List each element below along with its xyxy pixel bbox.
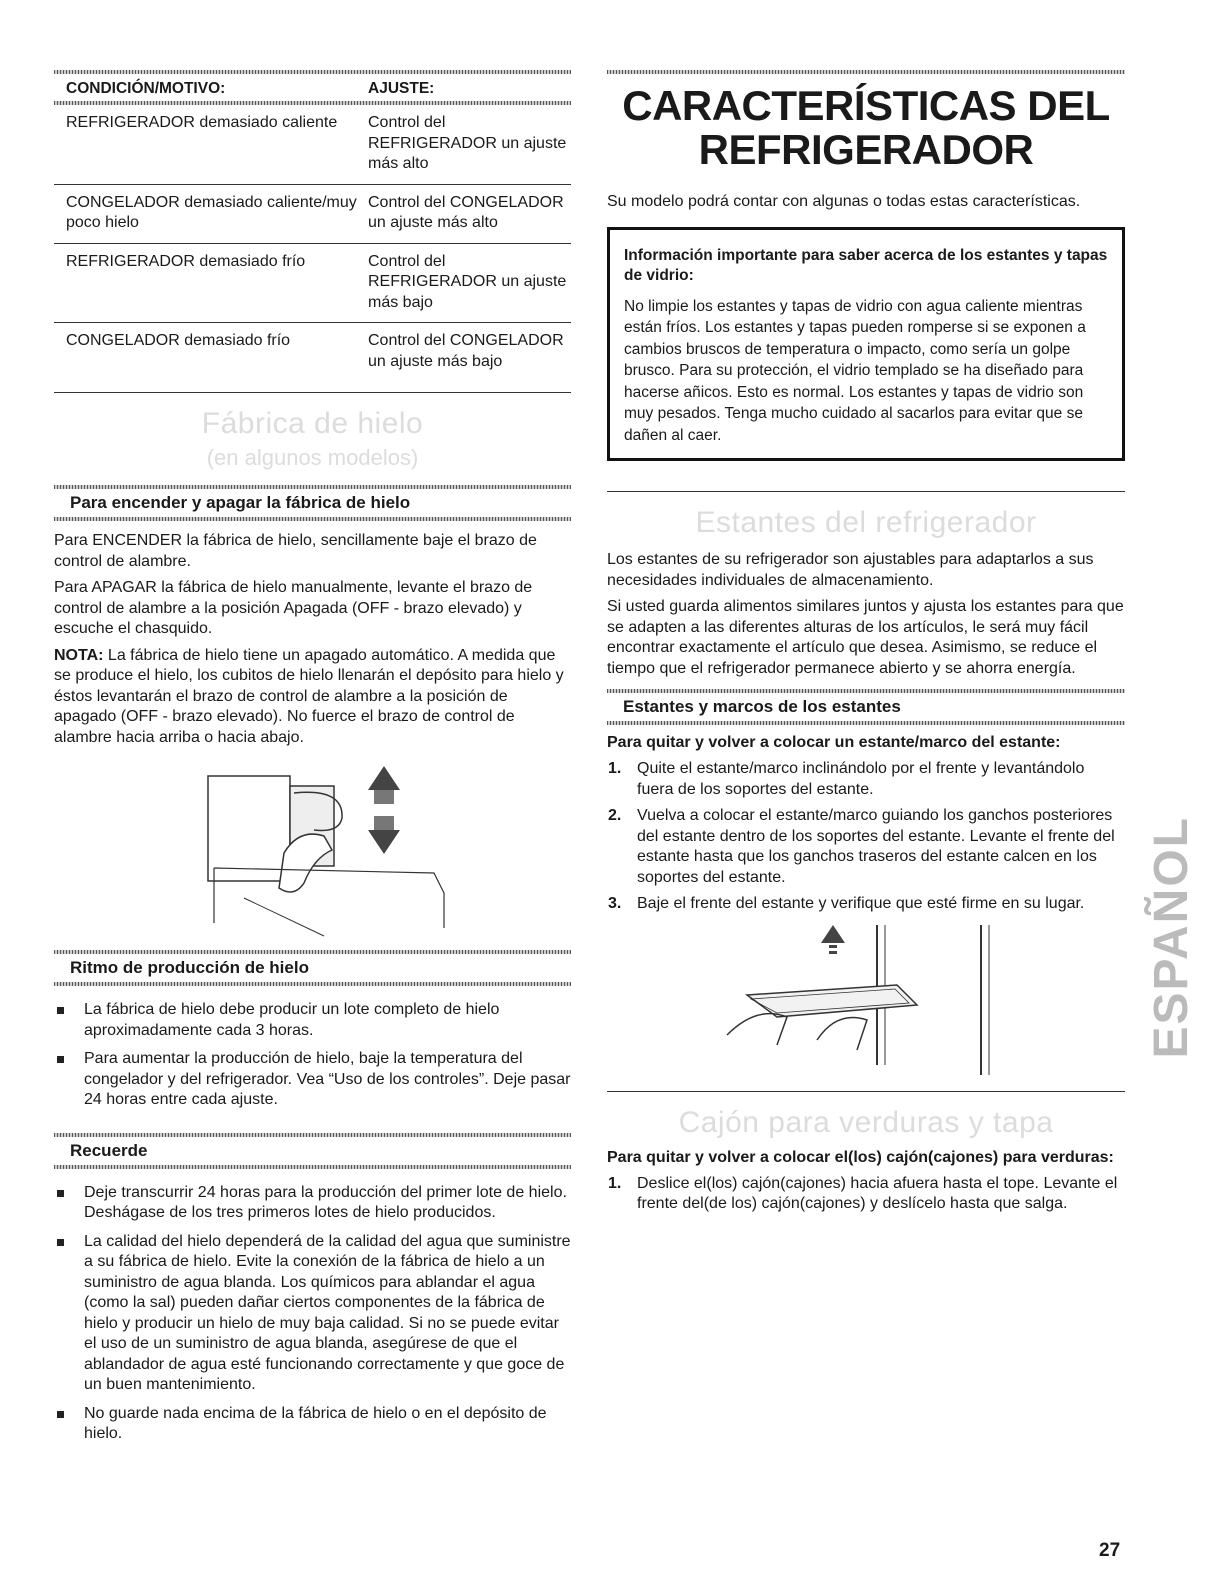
frames-subheading: Para quitar y volver a colocar un estante/marco del estante: (607, 734, 1061, 751)
features-title (607, 84, 1125, 172)
condition-cell: CONGELADOR demasiado caliente/muy poco hielo (66, 193, 357, 231)
right-column (607, 70, 1125, 1221)
section-rule (607, 721, 1125, 725)
ice-maker-illustration (204, 758, 571, 938)
onoff-paragraph-off: Para APAGAR la fábrica de hielo manualmente, levante el brazo de control de alambre a la posición Apagada (OFF - brazo elevado) y escuche el chasquido. (54, 579, 533, 637)
table-row (54, 105, 571, 185)
adjustment-cell: Control del CONGELADOR un ajuste más alto (368, 193, 564, 231)
step-text: Baje el frente del estante y verifique que esté firme en su lugar. (637, 895, 1085, 912)
table-header-adjustment: AJUSTE: (368, 80, 435, 97)
shelves-title: Estantes del refrigerador (695, 506, 1037, 539)
rate-list (54, 1000, 571, 1111)
section-rule (54, 1165, 571, 1169)
language-tab-label: ESPAÑOL (1144, 815, 1198, 1059)
adjustment-cell: Control del REFRIGERADOR un ajuste más bajo (368, 252, 567, 311)
list-item (607, 1174, 1125, 1215)
step-number: 3. (608, 895, 622, 912)
ice-maker-title: Fábrica de hielo (201, 407, 424, 440)
section-rule (607, 491, 1125, 492)
table-header-condition: CONDICIÓN/MOTIVO: (66, 80, 226, 97)
list-item: No guarde nada encima de la fábrica de hielo o en el depósito de hielo. (54, 1404, 571, 1445)
ice-maker-subtitle: (en algunos modelos) (206, 445, 419, 470)
section-rule (54, 982, 571, 986)
section-rule (607, 1091, 1125, 1092)
condition-cell: CONGELADOR demasiado frío (66, 332, 291, 349)
note-text: La fábrica de hielo tiene un apagado automático. A medida que se produce el hielo, los cubitos de hielo llenarán el depósito para hielo y éstos levantarán el brazo de control de alambre a la posición de apagado (OFF - brazo elevado). No fuerce el brazo de control de alambre hacia arriba o hacia abajo. (54, 646, 564, 746)
step-number: 2. (608, 807, 622, 824)
features-intro: Su modelo podrá contar con algunas o todas estas características. (607, 193, 1081, 210)
shelf-illustration (717, 925, 1125, 1075)
remember-list (54, 1183, 571, 1445)
table-header (54, 74, 571, 101)
crisper-subheading: Para quitar y volver a colocar el(los) cajón(cajones) para verduras: (607, 1148, 1114, 1166)
list-item: La fábrica de hielo debe producir un lote completo de hielo aproximadamente cada 3 horas. (54, 1000, 571, 1041)
table-row (54, 185, 571, 244)
glass-warning-box (607, 227, 1125, 462)
features-title-line1: CARACTERÍSTICAS DEL (622, 82, 1110, 129)
note-label: NOTA: (54, 646, 104, 664)
step-number: 1. (608, 1174, 622, 1192)
onoff-heading: Para encender y apagar la fábrica de hielo (70, 493, 411, 512)
warning-title: Información importante para saber acerca de los estantes y tapas de vidrio: (624, 246, 1108, 284)
step-text: Deslice el(los) cajón(cajones) hacia afuera hasta el tope. Levante el frente del(de los) cajón(cajones) y deslícelo hasta que salga. (637, 1174, 1118, 1212)
adjustment-cell: Control del CONGELADOR un ajuste más bajo (368, 332, 564, 370)
table-body (54, 105, 571, 393)
list-item (607, 806, 1125, 888)
remember-heading: Recuerde (70, 1140, 148, 1160)
list-item: La calidad del hielo dependerá de la calidad del agua que suministre a su fábrica de hielo. Evite la conexión de la fábrica de hielo a un suministro de agua blanda. Los químicos para ablandar el agua (como la sal) pueden dañar ciertos componentes de la fábrica de hielo y producir un hielo de muy baja calidad. Si no se puede evitar el uso de un suministro de agua blanda, asegúrese de que el ablandador de agua esté funcionando correctamente y que goce de un buen mantenimiento. (54, 1232, 571, 1396)
table-row (54, 323, 571, 393)
table-row (54, 244, 571, 324)
page-number: 27 (1099, 1540, 1121, 1561)
adjustment-cell: Control del REFRIGERADOR un ajuste más alto (368, 114, 567, 172)
frames-heading: Estantes y marcos de los estantes (623, 697, 901, 716)
rate-heading: Ritmo de producción de hielo (70, 958, 309, 977)
features-title-line2: REFRIGERADOR (698, 126, 1034, 173)
shelves-paragraph-1: Los estantes de su refrigerador son ajustables para adaptarlos a sus necesidades individuales de almacenamiento. (607, 551, 1094, 589)
list-item (607, 894, 1125, 915)
condition-cell: REFRIGERADOR demasiado frío (66, 252, 306, 270)
step-number: 1. (608, 760, 622, 777)
frames-steps (607, 759, 1125, 915)
condition-cell: REFRIGERADOR demasiado caliente (66, 114, 338, 131)
step-text: Quite el estante/marco inclinándolo por el frente y levantándolo fuera de los soportes del estante. (637, 760, 1085, 798)
warning-text: No limpie los estantes y tapas de vidrio con agua caliente mientras están fríos. Los estantes y tapas pueden romperse si se exponen a cambios bruscos de temperatura o impacto, como sería un golpe brusco. Para su protección, el vidrio templado se ha diseñado para hacerse añicos. Esto es normal. Los estantes y tapas de vidrio son muy pesados. Tenga mucho cuidado al sacarlos para evitar que se dañen al caer. (624, 297, 1086, 444)
crisper-title: Cajón para verduras y tapa (678, 1105, 1054, 1139)
list-item: Deje transcurrir 24 horas para la producción del primer lote de hielo. Deshágase de los tres primeros lotes de hielo producidos. (54, 1183, 571, 1224)
list-item (607, 759, 1125, 800)
shelves-paragraph-2: Si usted guarda alimentos similares juntos y ajusta los estantes para que se adapten a las diferentes alturas de los artículos, le será muy fácil encontrar exactamente el artículo que desea. Asimismo, se reduce el tiempo que el refrigerador permanece abierto y se ahorra energía. (607, 598, 1124, 677)
crisper-steps (607, 1174, 1125, 1215)
left-column (54, 70, 571, 1453)
onoff-note (54, 646, 571, 749)
step-text: Vuelva a colocar el estante/marco guiando los ganchos posteriores del estante dentro de los soportes del estante. Levante el frente del estante hasta que los ganchos traseros del estante calcen en los soportes del estante. (637, 807, 1115, 886)
title-top-rule (607, 70, 1125, 74)
section-rule (54, 517, 571, 521)
list-item: Para aumentar la producción de hielo, baje la temperatura del congelador y del refrigerador. Vea “Uso de los controles”. Deje pasar 24 horas entre cada ajuste. (54, 1049, 571, 1111)
onoff-paragraph-on: Para ENCENDER la fábrica de hielo, sencillamente baje el brazo de control de alambre. (54, 532, 537, 570)
language-tab (1144, 812, 1198, 1062)
